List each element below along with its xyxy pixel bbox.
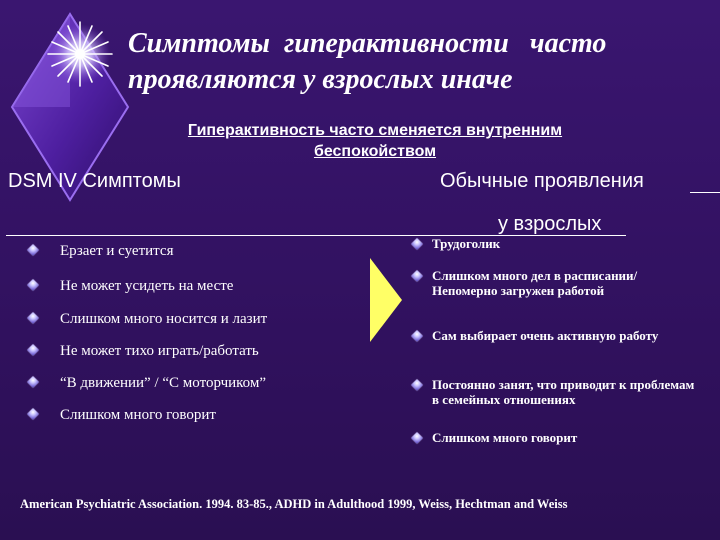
list-item-text: Ерзает и суетится	[60, 243, 174, 259]
diamond-bullet-icon	[411, 379, 423, 391]
list-item	[412, 236, 702, 251]
list-item-text: Слишком много дел в расписании/Непомерно загружен работой	[432, 268, 638, 298]
column-header-adult-line-2: у взрослых	[498, 213, 602, 235]
list-item	[28, 277, 233, 295]
list-item-text: Слишком много носится и лазит	[60, 311, 268, 327]
subtitle	[110, 120, 640, 162]
list-item	[28, 342, 259, 360]
column-header-adult-line-1: Обычные проявления	[440, 170, 644, 192]
page-title: Симптомы гиперактивности часто проявляются у взрослых иначе	[128, 28, 614, 95]
right-triangle-arrow-icon	[370, 258, 402, 342]
diamond-bullet-icon	[27, 244, 39, 256]
list-item	[412, 377, 702, 407]
diamond-bullet-icon	[27, 344, 39, 356]
diamond-bullet-icon	[411, 432, 423, 444]
list-item	[412, 268, 702, 298]
header-underline-right-short	[690, 192, 720, 193]
subtitle-line-1: Гиперактивность часто сменяется внутренним	[187, 122, 563, 139]
diamond-bullet-icon	[411, 270, 423, 282]
column-header-dsm: DSM IV Симптомы	[8, 170, 181, 192]
diamond-bullet-icon	[27, 408, 39, 420]
diamond-bullet-icon	[27, 312, 39, 324]
citation: American Psychiatric Association. 1994. 83-85., ADHD in Adulthood 1999, Weiss, Hechtman and Weiss	[20, 497, 568, 511]
list-item	[28, 310, 267, 328]
subtitle-line-2: беспокойством	[313, 143, 437, 160]
list-item-text: Трудоголик	[432, 236, 501, 251]
list-item-text: Слишком много говорит	[60, 407, 216, 423]
diamond-bullet-icon	[411, 238, 423, 250]
list-item-text: Постоянно занят, что приводит к проблемам в семейных отношениях	[432, 377, 695, 407]
list-item-text: Слишком много говорит	[432, 430, 578, 445]
list-item	[28, 374, 266, 392]
list-item	[28, 406, 216, 424]
list-item	[28, 242, 173, 260]
diamond-bullet-icon	[27, 376, 39, 388]
list-item-text: Не может усидеть на месте	[60, 278, 234, 294]
diamond-bullet-icon	[27, 279, 39, 291]
list-item-text: Сам выбирает очень активную работу	[432, 328, 659, 343]
list-item-text: Не может тихо играть/работать	[60, 343, 259, 359]
list-item	[412, 430, 702, 445]
list-item-text: “В движении” / “С моторчиком”	[60, 375, 267, 391]
list-item	[412, 328, 702, 343]
diamond-bullet-icon	[411, 330, 423, 342]
